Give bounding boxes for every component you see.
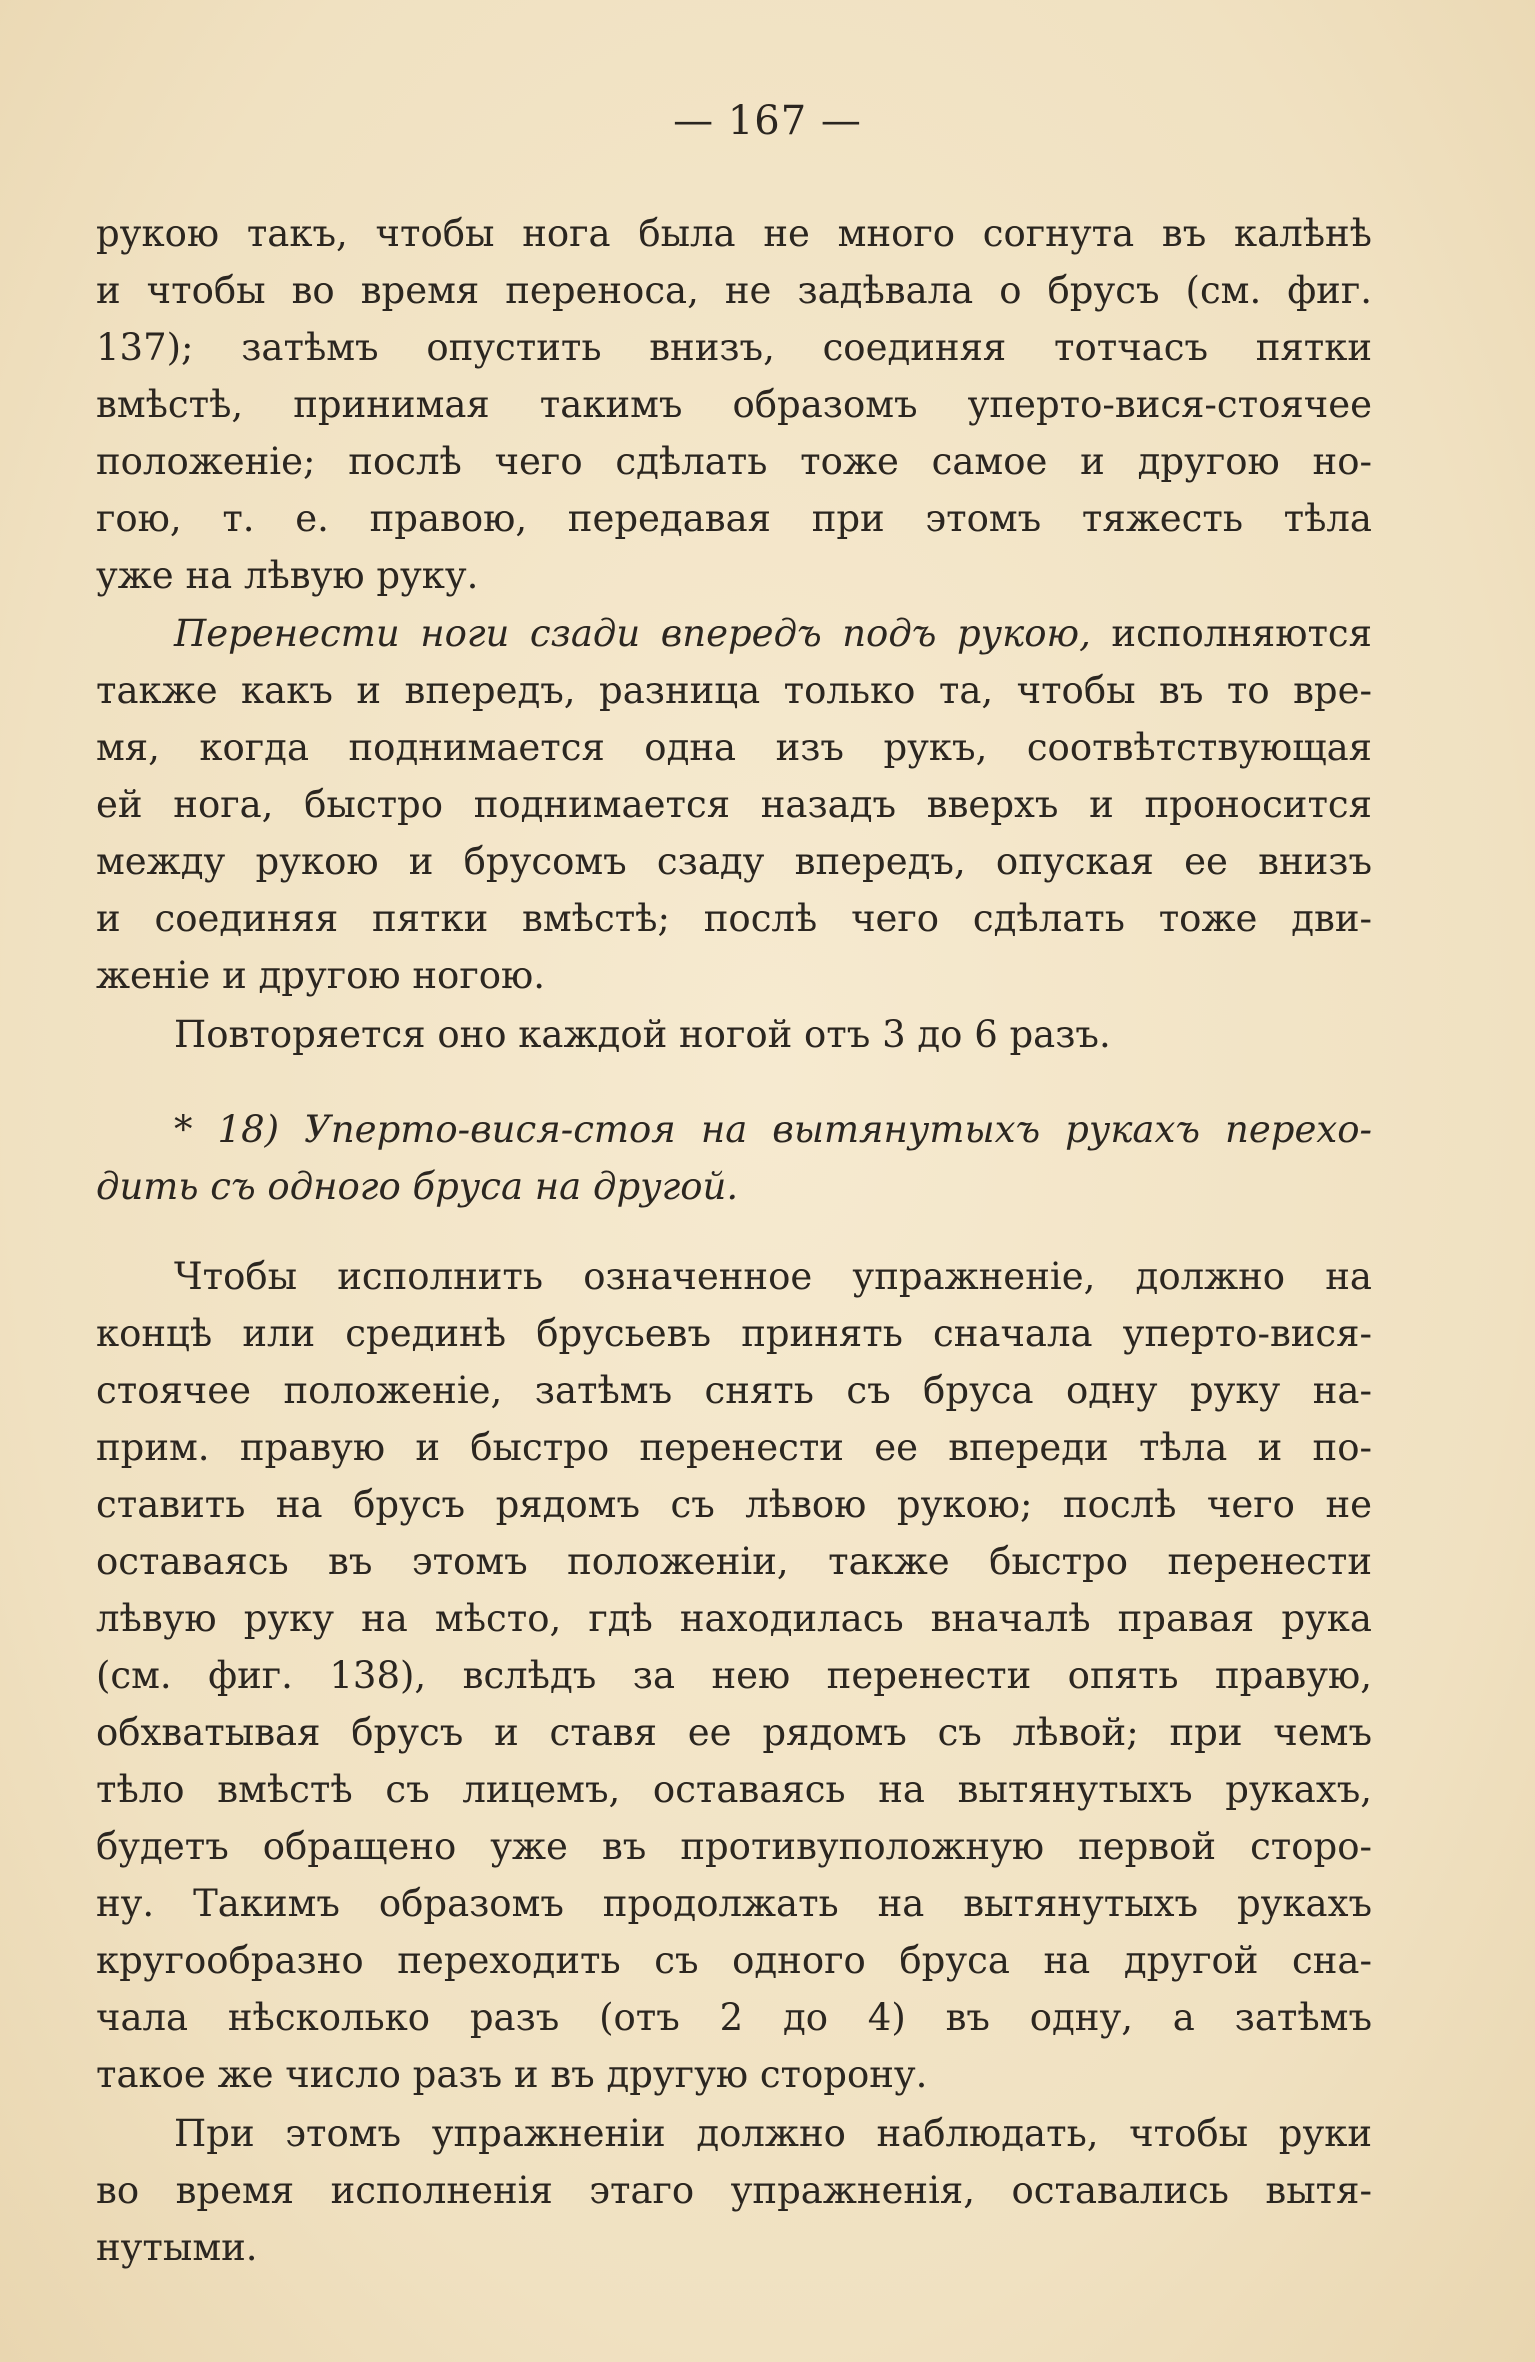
text-line: и чтобы во время переноса, не задѣвала о брусъ (см. фиг. <box>96 269 1372 312</box>
text-line: концѣ или срединѣ брусьевъ принять сначала уперто-вися- <box>96 1312 1372 1355</box>
text-line: При этомъ упражненіи должно наблюдать, чтобы руки <box>174 2112 1372 2155</box>
paragraph-observation <box>96 2105 1372 2276</box>
text-fragment: исполняются <box>1111 612 1372 655</box>
text-line: мя, когда поднимается одна изъ рукъ, соотвѣтствующая <box>96 726 1372 769</box>
text-line: кругообразно переходить съ одного бруса на другой сна- <box>96 1939 1372 1982</box>
page-number: — 167 — <box>673 98 862 144</box>
text-line: ей нога, быстро поднимается назадъ вверхъ и проносится <box>96 783 1372 826</box>
exercise-title-inline: Перенести ноги сзади впередъ подъ рукою, <box>174 612 1091 655</box>
text-line: также какъ и впередъ, разница только та, чтобы въ то вре- <box>96 669 1372 712</box>
text-line: обхватывая брусъ и ставя ее рядомъ съ лѣвой; при чемъ <box>96 1711 1372 1754</box>
text-line: 137); затѣмъ опустить внизъ, соединяя тотчасъ пятки <box>96 326 1372 369</box>
text-line: гою, т. е. правою, передавая при этомъ тяжесть тѣла <box>96 497 1372 540</box>
text-line: положеніе; послѣ чего сдѣлать тоже самое и другою но- <box>96 440 1372 483</box>
text-line: ну. Такимъ образомъ продолжать на вытянутыхъ рукахъ <box>96 1882 1372 1925</box>
text-line: женіе и другою ногою. <box>96 954 545 997</box>
text-line: стоячее положеніе, затѣмъ снять съ бруса одну руку на- <box>96 1369 1372 1412</box>
text-line: нутыми. <box>96 2226 258 2269</box>
exercise-heading <box>96 1101 1372 1215</box>
text-line: Чтобы исполнить означенное упражненіе, должно на <box>174 1255 1372 1298</box>
text-line: (см. фиг. 138), вслѣдъ за нею перенести опять правую, <box>96 1654 1372 1697</box>
text-line: прим. правую и быстро перенести ее впереди тѣла и по- <box>96 1426 1372 1469</box>
text-line: рукою такъ, чтобы нога была не много согнута въ калѣнѣ <box>96 212 1372 255</box>
paragraph-backward-carry <box>96 605 1372 1004</box>
paragraph-instructions <box>96 1248 1372 2103</box>
heading-line: дить съ одного бруса на другой. <box>96 1165 739 1208</box>
text-line: тѣло вмѣстѣ съ лицемъ, оставаясь на вытянутыхъ рукахъ, <box>96 1768 1372 1811</box>
text-line: лѣвую руку на мѣсто, гдѣ находилась вначалѣ правая рука <box>96 1597 1372 1640</box>
text-line: уже на лѣвую руку. <box>96 554 479 597</box>
text-line: во время исполненія этаго упражненія, оставались вытя- <box>96 2169 1372 2212</box>
text-line: чала нѣсколько разъ (отъ 2 до 4) въ одну, а затѣмъ <box>96 1996 1372 2039</box>
paragraph-repeat <box>96 1006 1372 1063</box>
text-line: ставить на брусъ рядомъ съ лѣвою рукою; послѣ чего не <box>96 1483 1372 1526</box>
text-line: такое же число разъ и въ другую сторону. <box>96 2053 928 2096</box>
text-line: Повторяется оно каждой ногой отъ 3 до 6 разъ. <box>174 1013 1111 1056</box>
text-line: между рукою и брусомъ сзаду впередъ, опуская ее внизъ <box>96 840 1372 883</box>
text-line: и соединяя пятки вмѣстѣ; послѣ чего сдѣлать тоже дви- <box>96 897 1372 940</box>
paragraph-continuation <box>96 205 1372 604</box>
text-line <box>96 605 1372 662</box>
heading-line: * 18) Уперто-вися-стоя на вытянутыхъ рукахъ перехо- <box>174 1108 1372 1151</box>
text-line: будетъ обращено уже въ противуположную первой сторо- <box>96 1825 1372 1868</box>
text-line: оставаясь въ этомъ положеніи, также быстро перенести <box>96 1540 1372 1583</box>
text-line: вмѣстѣ, принимая такимъ образомъ уперто-вися-стоячее <box>96 383 1372 426</box>
